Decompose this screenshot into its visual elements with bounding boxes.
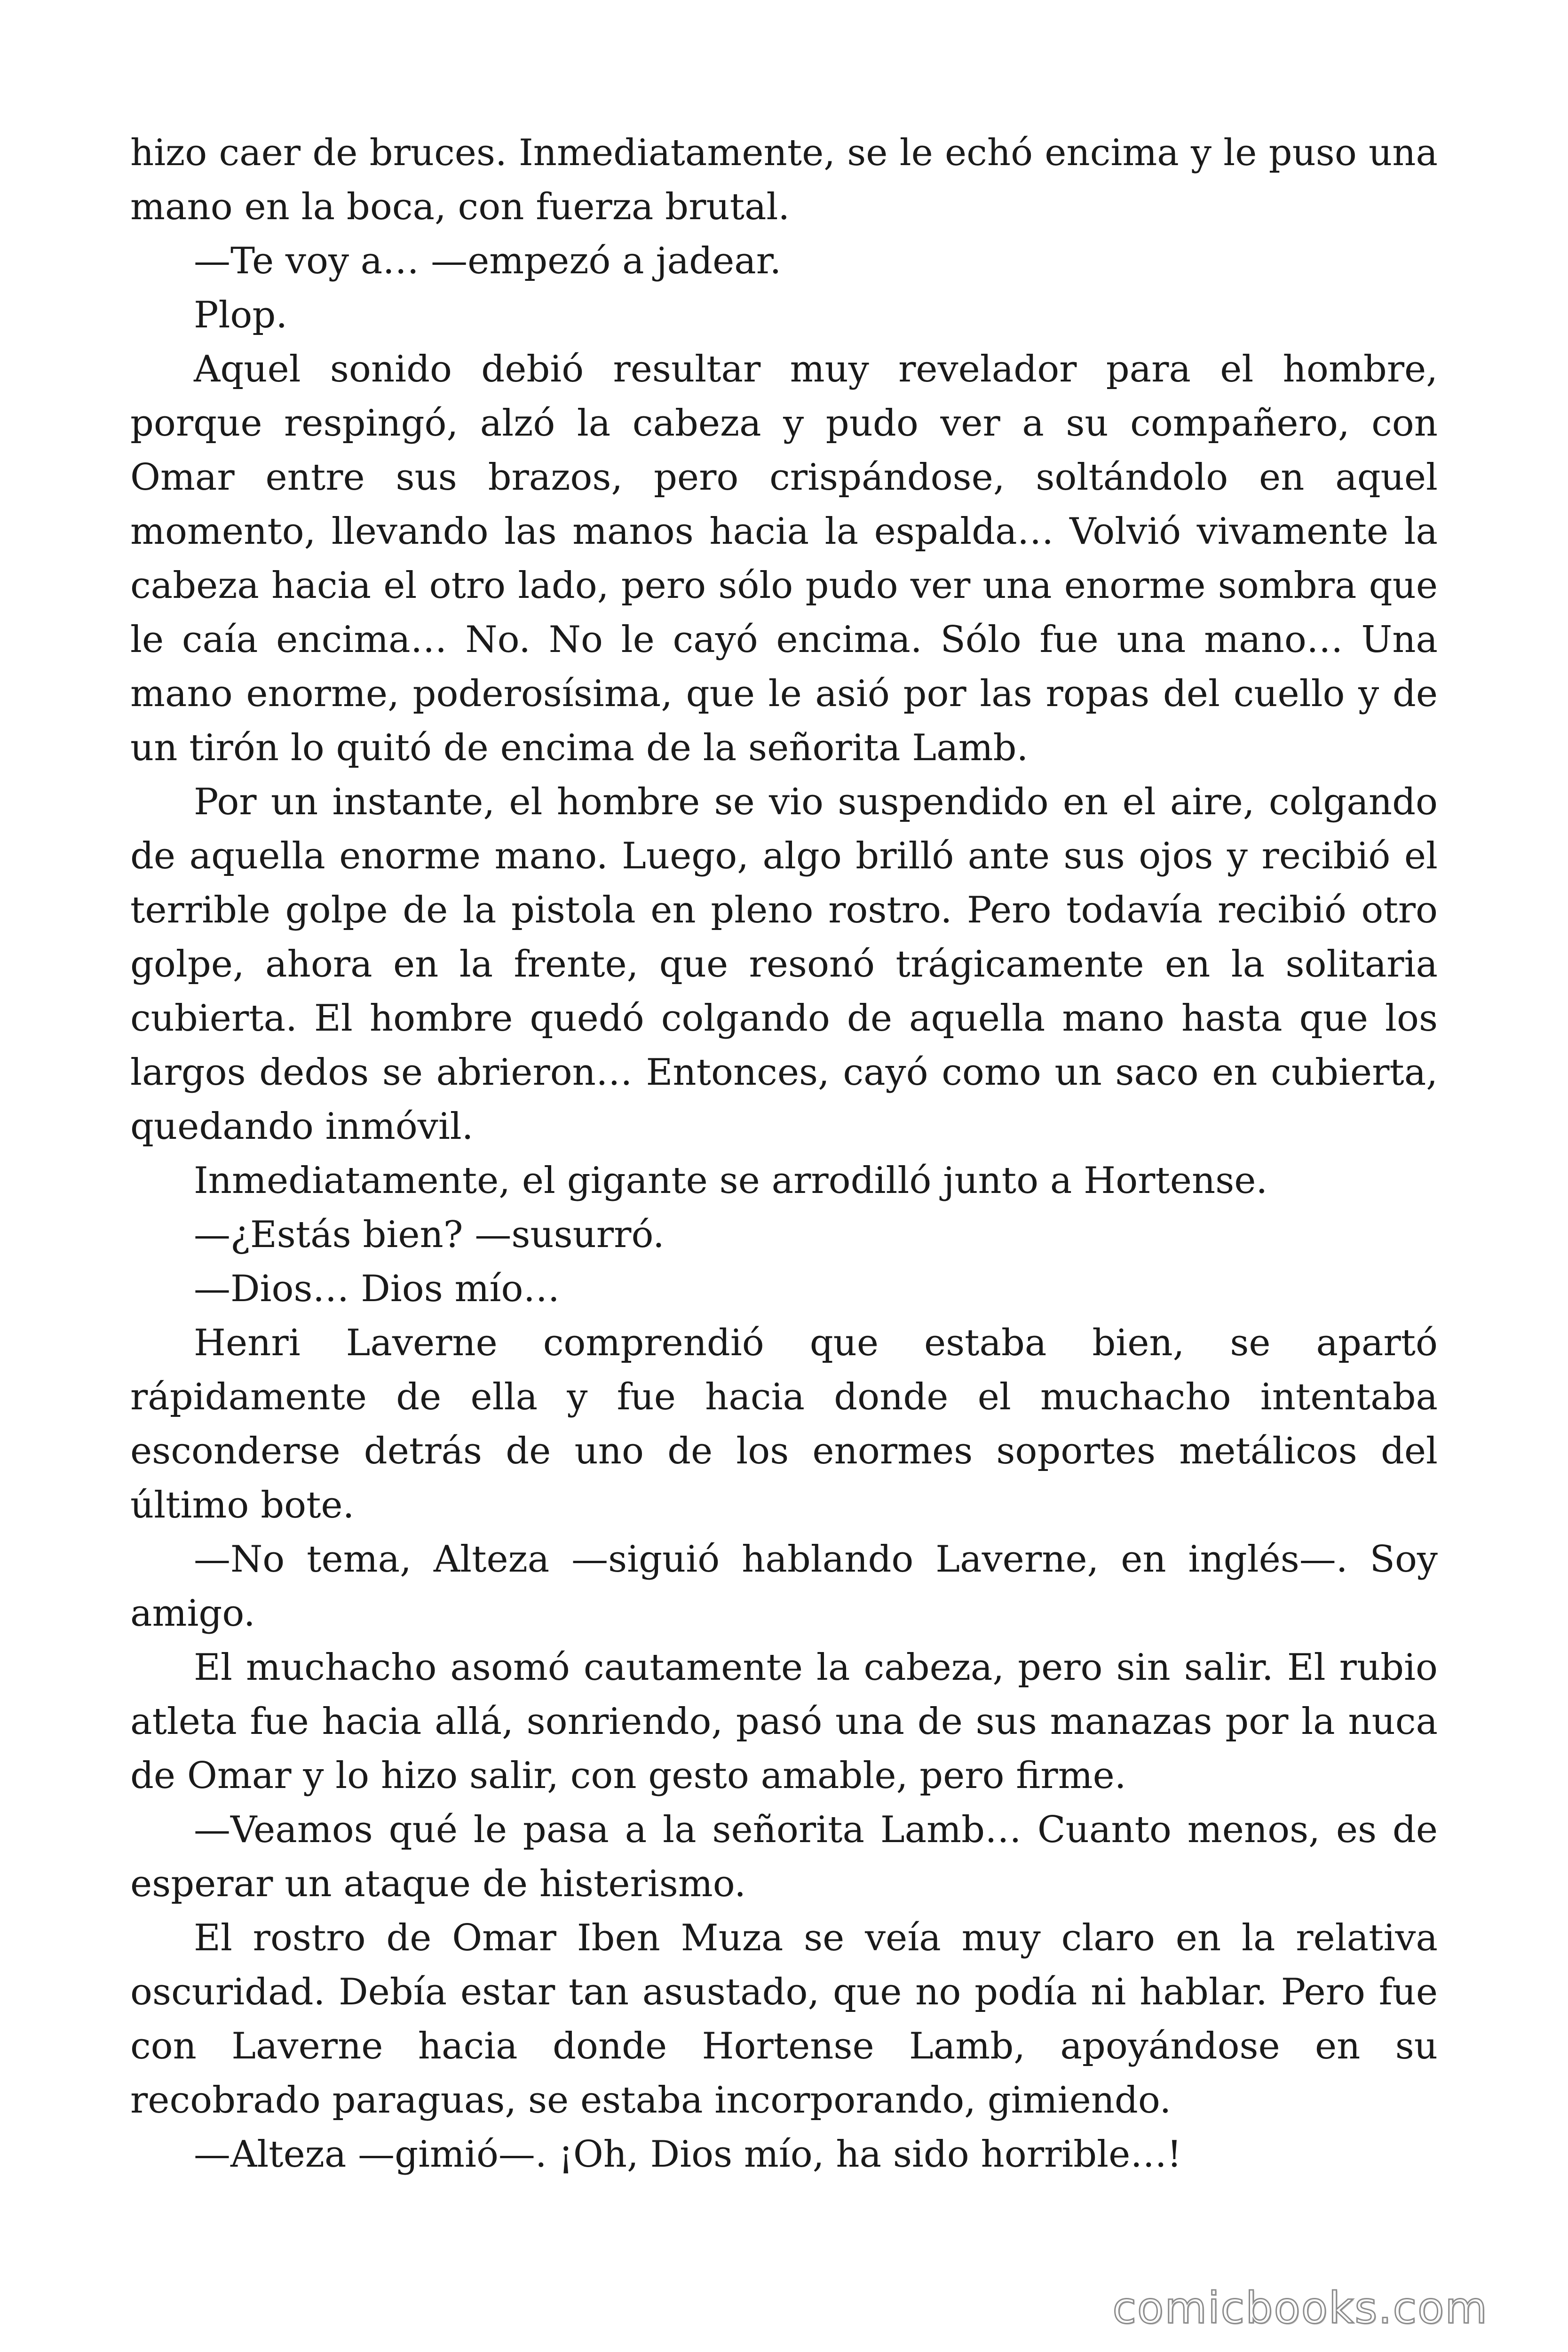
paragraph-continued: hizo caer de bruces. Inmediatamente, se le echó encima y le puso una mano en la boca, con fuerza brutal. — [130, 132, 1438, 228]
body-text — [130, 126, 1438, 2182]
paragraph: Aquel sonido debió resultar muy revelador para el hombre, porque respingó, alzó la cabeza y pudo ver a su compañero, con Omar entre sus brazos, pero crispándose, soltándolo en aquel momento, llevando las manos hacia la espalda… Volvió vivamente la cabeza hacia el otro lado, pero sólo pudo ver una enorme sombra que le caía encima… No. No le cayó encima. Sólo fue una mano… Una mano enorme, poderosísima, que le asió por las ropas del cuello y de un tirón lo quitó de encima de la señorita Lamb. — [130, 348, 1438, 769]
paragraph: El rostro de Omar Iben Muza se veía muy claro en la relativa oscuridad. Debía estar tan asustado, que no podía ni hablar. Pero fue con Laverne hacia donde Hortense Lamb, apoyándose en su recobrado paraguas, se estaba incorporando, gimiendo. — [130, 1917, 1438, 2122]
paragraph: Inmediatamente, el gigante se arrodilló junto a Hortense. — [194, 1160, 1268, 1202]
watermark-logo: comicbooks.com — [1112, 2283, 1488, 2333]
paragraph: —Te voy a… —empezó a jadear. — [194, 240, 782, 282]
paragraph: —Veamos qué le pasa a la señorita Lamb… Cuanto menos, es de esperar un ataque de histerismo. — [130, 1809, 1438, 1905]
paragraph: —No tema, Alteza —siguió hablando Laverne, en inglés—. Soy amigo. — [130, 1538, 1438, 1635]
paragraph: —Alteza —gimió—. ¡Oh, Dios mío, ha sido horrible…! — [194, 2133, 1182, 2176]
paragraph: Por un instante, el hombre se vio suspendido en el aire, colgando de aquella enorme mano. Luego, algo brilló ante sus ojos y recibió el terrible golpe de la pistola en pleno rostro. Pero todavía recibió otro golpe, ahora en la frente, que resonó trágicamente en la solitaria cubierta. El hombre quedó colgando de aquella mano hasta que los largos dedos se abrieron… Entonces, cayó como un saco en cubierta, quedando inmóvil. — [130, 781, 1438, 1148]
paragraph: —¿Estás bien? —susurró. — [194, 1214, 665, 1256]
paragraph: El muchacho asomó cautamente la cabeza, pero sin salir. El rubio atleta fue hacia allá, sonriendo, pasó una de sus manazas por la nuca de Omar y lo hizo salir, con gesto amable, pero firme. — [130, 1646, 1438, 1797]
paragraph: —Dios… Dios mío… — [194, 1268, 560, 1310]
paragraph: Plop. — [194, 294, 288, 336]
paragraph: Henri Laverne comprendió que estaba bien, se apartó rápidamente de ella y fue hacia donde el muchacho intentaba esconderse detrás de uno de los enormes soportes metálicos del último bote. — [130, 1322, 1438, 1526]
